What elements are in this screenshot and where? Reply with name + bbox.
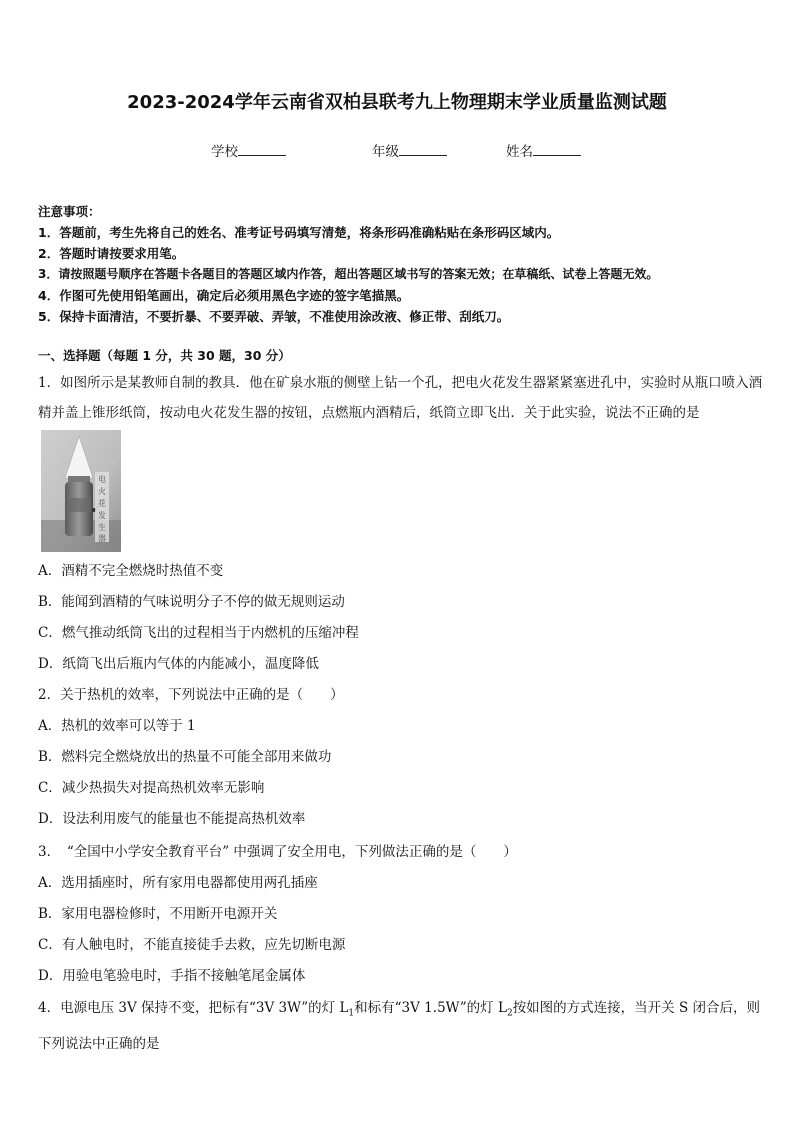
school-blank bbox=[238, 142, 286, 156]
option-2c: C．减少热损失对提高热机效率无影响 bbox=[38, 780, 265, 796]
image-caption-char: 花 bbox=[98, 499, 106, 508]
note-item: 1．答题前，考生先将自己的姓名、准考证号码填写清楚，将条形码准确粘贴在条形码区域内。 bbox=[38, 225, 560, 240]
option-1d: D．纸筒飞出后瓶内气体的内能减小，温度降低 bbox=[38, 656, 319, 672]
note-item: 3．请按照题号顺序在答题卡各题目的答题区域内作答，超出答题区域书写的答案无效；在草稿纸、试卷上答题无效。 bbox=[38, 267, 659, 281]
option-3b: B．家用电器检修时，不用断开电源开关 bbox=[38, 906, 278, 922]
notes-heading: 注意事项： bbox=[38, 204, 101, 219]
note-item: 4．作图可先使用铅笔画出，确定后必须用黑色字迹的签字笔描黑。 bbox=[38, 288, 410, 303]
question-2-stem: 2．关于热机的效率，下列说法中正确的是（ ） bbox=[38, 687, 344, 703]
option-1b: B．能闻到酒精的气味说明分子不停的做无规则运动 bbox=[38, 594, 345, 610]
note-item: 2．答题时请按要求用笔。 bbox=[38, 246, 185, 261]
section-heading: 一、选择题（每题 1 分，共 30 题，30 分） bbox=[38, 348, 291, 363]
q4-text-part: 4．电源电压 3V 保持不变，把标有“3V 3W”的灯 L bbox=[38, 1000, 349, 1016]
image-caption-char: 生 bbox=[98, 523, 106, 532]
name-label: 姓名 bbox=[506, 144, 533, 160]
grade-label: 年级 bbox=[372, 144, 399, 160]
q4-text-part: 和标有“3V 1.5W”的灯 L bbox=[354, 1000, 507, 1016]
question-3-stem: 3． “全国中小学安全教育平台” 中强调了安全用电，下列做法正确的是（ ） bbox=[38, 844, 517, 860]
question-4-stem bbox=[38, 993, 766, 1059]
option-1c: C．燃气推动纸筒飞出的过程相当于内燃机的压缩冲程 bbox=[38, 625, 359, 641]
question-1-stem: 1．如图所示是某教师自制的教具．他在矿泉水瓶的侧壁上钻一个孔，把电火花发生器紧紧塞进孔中，实验时从瓶口喷入酒精并盖上锥形纸筒，按动电火花发生器的按钮，点燃瓶内酒精后，纸筒立即飞出．关于此实验，说法不正确的是 bbox=[38, 375, 763, 421]
grade-blank bbox=[399, 142, 447, 156]
q4-text-part: 按如图的方式连接，当开关 S 闭合后，则下列说法中正确的是 bbox=[38, 1000, 761, 1052]
image-caption-char: 火 bbox=[98, 487, 106, 496]
image-caption-char: 器 bbox=[98, 534, 106, 543]
school-field bbox=[211, 140, 286, 160]
option-2a: A．热机的效率可以等于 1 bbox=[38, 718, 196, 734]
image-caption-char: 发 bbox=[98, 511, 106, 520]
name-field bbox=[506, 140, 581, 160]
exam-title: 2023-2024学年云南省双柏县联考九上物理期末学业质量监测试题 bbox=[127, 92, 667, 113]
q4-subscript: 2 bbox=[506, 1008, 513, 1019]
option-3c: C．有人触电时，不能直接徒手去救，应先切断电源 bbox=[38, 937, 346, 953]
option-2d: D．设法利用废气的能量也不能提高热机效率 bbox=[38, 811, 306, 827]
option-3d: D．用验电笔验电时，手指不接触笔尾金属体 bbox=[38, 968, 306, 984]
name-blank bbox=[533, 142, 581, 156]
option-3a: A．选用插座时，所有家用电器都使用两孔插座 bbox=[38, 875, 318, 891]
school-label: 学校 bbox=[211, 144, 238, 160]
option-2b: B．燃料完全燃烧放出的热量不可能全部用来做功 bbox=[38, 749, 332, 765]
q4-subscript: 1 bbox=[348, 1008, 355, 1019]
teaching-aid-photo bbox=[41, 430, 121, 552]
grade-field bbox=[372, 140, 447, 160]
note-item: 5．保持卡面清洁，不要折暴、不要弄破、弄皱，不准使用涂改液、修正带、刮纸刀。 bbox=[38, 309, 510, 324]
image-caption-char: 电 bbox=[98, 475, 106, 484]
option-1a: A．酒精不完全燃烧时热值不变 bbox=[38, 563, 224, 579]
notes-block bbox=[38, 201, 768, 327]
